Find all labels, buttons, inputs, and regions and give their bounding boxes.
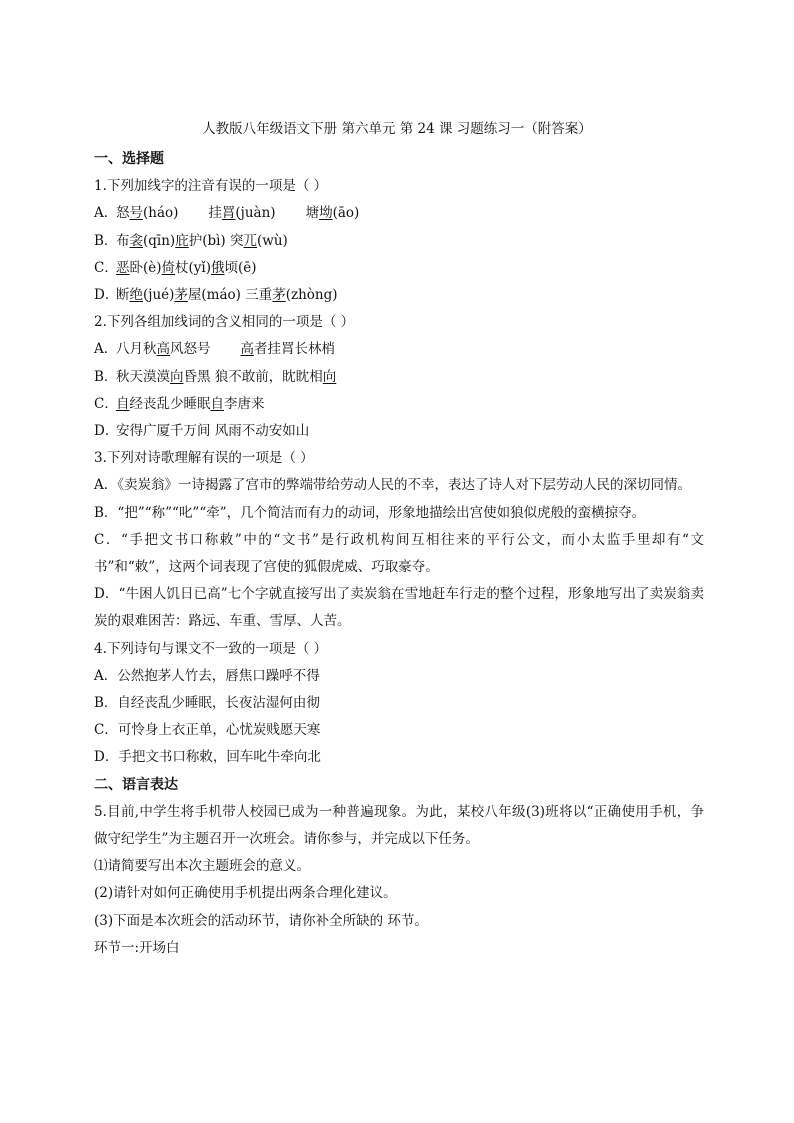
question-4-option-d: D．手把文书口称敕，回车叱牛牵向北	[94, 749, 321, 766]
section-heading-choice: 一、选择题	[94, 151, 164, 167]
question-2-stem: 2.下列各组加线词的含义相同的一项是（ ）	[94, 314, 355, 331]
question-4-option-c: C．可怜身上衣正单，心忧炭贱愿天寒	[94, 722, 321, 739]
underlined-char: 高	[240, 341, 254, 358]
question-3-option-c: C．“手把文书口称敕”中的“文书”是行政机构间互相往来的平行公文，而小太监手里却有“文书”和“敕”，这两个词表现了宫使的狐假虎威、巧取豪夺。	[94, 531, 704, 576]
document-title: 人教版八年级语文下册 第六单元 第 24 课 习题练习一（附答案）	[202, 121, 592, 137]
underlined-char: 倚	[161, 259, 176, 276]
question-2-option-b	[94, 364, 704, 391]
text: 安得广厦千万间 风雨不动安如山	[116, 423, 310, 440]
text: 秋天漠漠	[116, 368, 170, 385]
question-1-stem: 1.下列加线字的注音有误的一项是（ ）	[94, 178, 328, 195]
pinyin: (háo)	[143, 205, 179, 222]
text: 卧(è)	[129, 259, 162, 276]
question-3-option-d: D．“牛困人饥日已高”七个字就直接写出了卖炭翁在雪地赶车行走的整个过程，形象地写出了卖炭翁卖炭的艰难困苦：路远、车重、雪厚、人苦。	[94, 586, 704, 630]
option-label: A．	[94, 205, 118, 222]
text: 李唐来	[224, 395, 265, 412]
underlined-char: 罥	[221, 205, 236, 222]
underlined-char: 兀	[243, 232, 257, 249]
text: 昏黑 狼不敢前，眈眈相	[183, 368, 323, 385]
pinyin: (jué)	[143, 287, 175, 304]
text: 护(bì) 突	[188, 232, 244, 249]
pinyin: (āo)	[332, 205, 360, 222]
question-2-option-a	[94, 336, 704, 363]
underlined-char: 向	[170, 368, 184, 385]
option-label: B．	[94, 368, 118, 385]
pinyin: (wù)	[257, 232, 288, 249]
question-5-task-3: (3)下面是本次班会的活动环节，请你补全所缺的 环节。	[94, 912, 428, 929]
question-1-option-c	[94, 255, 704, 282]
text: 屋(máo) 三重	[187, 287, 273, 304]
pinyin: (juàn)	[235, 205, 276, 222]
option-label: B．	[94, 232, 118, 249]
question-2-option-c	[94, 391, 704, 418]
underlined-char: 向	[322, 368, 337, 385]
question-4-option-a: A．公然抱茅人竹去，唇焦口躁呼不得	[94, 667, 320, 684]
option-label: A．	[94, 341, 118, 358]
underlined-char: 绝	[129, 287, 143, 304]
question-2-option-d	[94, 418, 704, 445]
option-label: D．	[94, 287, 119, 304]
document-body	[94, 146, 704, 962]
question-5-task-1: ⑴请简要写出本次主题班会的意义。	[94, 858, 310, 875]
question-3-option-b: B．“把”“称”“叱”“牵”，几个简洁而有力的动词，形象地描绘出宫使如狼似虎般的蛮横掠夺。	[94, 504, 646, 521]
question-5-stem: 5.目前,中学生将手机带人校园已成为一种普遍现象。为此，某校八年级(3)班将以“正确使用手机，争做守纪学生”为主题召开一次班会。请你参与，并完成以下任务。	[94, 803, 704, 848]
option-label: C．	[94, 259, 118, 276]
underlined-char: 自	[210, 395, 224, 412]
text: 怒	[116, 205, 130, 222]
section-heading-expression: 二、语言表达	[94, 776, 178, 793]
underlined-char: 茅	[174, 287, 188, 304]
underlined-char: 茅	[272, 287, 286, 304]
underlined-char: 恶	[116, 259, 130, 276]
question-4-stem: 4.下列诗句与课文不一致的一项是（ ）	[94, 640, 328, 657]
question-3-stem: 3.下列对诗歌理解有误的一项是（ ）	[94, 450, 314, 467]
text: 挂	[208, 205, 222, 222]
option-label: D．	[94, 423, 119, 440]
underlined-char: 衾	[129, 232, 143, 249]
question-1-option-a	[94, 200, 704, 227]
underlined-char: 庇	[175, 232, 189, 249]
pinyin: (zhòng)	[285, 287, 338, 304]
question-1-option-b	[94, 228, 704, 255]
underlined-char: 号	[129, 205, 143, 222]
text: 布	[116, 232, 130, 249]
option-label: C．	[94, 395, 118, 412]
text: 塘	[305, 205, 320, 222]
underlined-char: 俄	[211, 259, 225, 276]
text: 风怒号	[170, 341, 211, 358]
question-4-option-b: B．自经丧乱少睡眠，长夜沾湿何由彻	[94, 695, 320, 712]
text: 八月秋	[116, 341, 157, 358]
question-5-task-2: (2)请针对如何正确使用手机提出两条合理化建议。	[94, 885, 397, 902]
text: 顷(ē)	[224, 259, 257, 276]
text: 断	[116, 287, 130, 304]
underlined-char: 自	[116, 395, 130, 412]
question-5-step-1: 环节一:开场白	[94, 939, 180, 956]
underlined-char: 高	[156, 341, 170, 358]
question-1-option-d	[94, 282, 704, 309]
pinyin: (qīn)	[143, 232, 176, 249]
text: 杖(yǐ)	[175, 259, 212, 276]
text: 者挂罥长林梢	[254, 341, 335, 358]
question-3-option-a: A．《卖炭翁》一诗揭露了宫市的弊端带给劳动人民的不幸，表达了诗人对下层劳动人民的深切同情。	[94, 477, 691, 494]
text: 经丧乱少睡眠	[129, 395, 211, 412]
underlined-char: 坳	[319, 205, 333, 222]
